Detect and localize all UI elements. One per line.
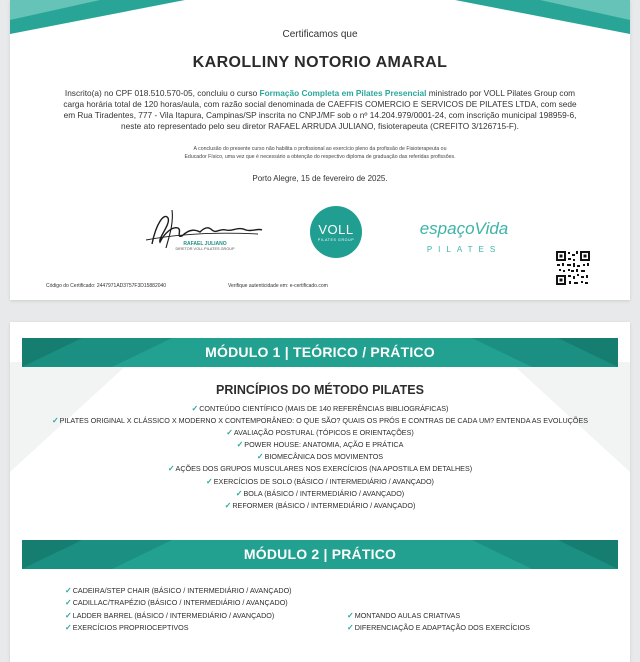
section-title: PRINCÍPIOS DO MÉTODO PILATES: [216, 383, 424, 397]
list-item: ✓REFORMER (BÁSICO / INTERMEDIÁRIO / AVANÇADO): [224, 500, 416, 510]
check-icon: ✓: [65, 623, 72, 633]
course-name: Formação Completa em Pilates Presencial: [259, 88, 427, 98]
check-icon: ✓: [167, 464, 175, 474]
module1-topic-list: [10, 403, 630, 512]
certificate-body: [44, 88, 596, 132]
voll-logo-subtext: PILATES GROUP: [317, 238, 355, 242]
list-item: ✓AVALIAÇÃO POSTURAL (TÓPICOS E ORIENTAÇÕES): [226, 428, 414, 438]
certificate-page: [10, 0, 630, 300]
list-item: ✓CADEIRA/STEP CHAIR (BÁSICO / INTERMEDIÁRIO / AVANÇADO): [65, 586, 292, 595]
module1-title: MÓDULO 1 | TEÓRICO / PRÁTICO: [205, 344, 435, 360]
list-item: ✓BIOMECÂNICA DOS MOVIMENTOS: [256, 452, 384, 462]
body-line4: neste ato representado pelo seu diretor RAFAEL ARRUDA JULIANO, fisioterapeuta (CREFITO 3/126715-F).: [121, 121, 519, 131]
course-content-page: [10, 322, 630, 662]
partner-logo-word: espaçoVida: [419, 219, 509, 238]
check-icon: ✓: [224, 500, 232, 510]
certificate-heading: Certificamos que: [282, 29, 358, 40]
check-icon: ✓: [206, 476, 213, 486]
voll-logo-text: VOLL: [318, 222, 354, 237]
body-line2: carga horária total de 120 horas/aula, com razão social denominada de CAEFFIS COMERCIO E SERVICOS DE PILATES LTDA, com sede: [63, 99, 577, 109]
recipient-name: KAROLLINY NOTORIO AMARAL: [192, 54, 448, 71]
qr-code-icon: [555, 250, 591, 286]
note-line2: Educador Físico, uma vez que é necessário a obtenção do respectivo diploma de graduação das referidas profissões.: [184, 154, 456, 160]
list-item: ✓EXERCÍCIOS PROPRIOCEPTIVOS: [65, 623, 189, 633]
module2-title: MÓDULO 2 | PRÁTICO: [243, 546, 397, 562]
check-icon: ✓: [347, 623, 354, 633]
body-line3: em Rua Tiradentes, 777 - Vila Itapura, Campinas/SP inscrita no CNPJ/MF sob o nº 14.204.979/0001-24, com inscrição municipal 198959-6,: [63, 110, 577, 120]
certificate-code: Código do Certificado: 2447971AD3757F3D15882040: [46, 283, 167, 289]
module1-banner: [22, 338, 618, 367]
list-item: ✓BOLA (BÁSICO / INTERMEDIÁRIO / AVANÇADO): [235, 488, 405, 498]
list-item: ✓MONTANDO AULAS CRIATIVAS: [347, 611, 461, 620]
list-item: ✓DIFERENCIAÇÃO E ADAPTAÇÃO DOS EXERCÍCIOS: [347, 623, 530, 633]
issue-date: Porto Alegre, 15 de fevereiro de 2025.: [252, 174, 388, 183]
legal-note: [150, 145, 490, 161]
check-icon: ✓: [235, 488, 243, 498]
check-icon: ✓: [65, 610, 72, 620]
partner-logo-subtext: PILATES: [426, 245, 502, 254]
check-icon: ✓: [65, 598, 72, 608]
list-item: ✓CONTEÚDO CIENTÍFICO (MAIS DE 140 REFERÊNCIAS BIBLIOGRÁFICAS): [191, 404, 449, 413]
check-icon: ✓: [51, 416, 59, 426]
check-icon: ✓: [256, 452, 264, 462]
check-icon: ✓: [236, 440, 244, 450]
check-icon: ✓: [65, 586, 72, 595]
check-icon: ✓: [226, 428, 233, 438]
handwritten-signature: [138, 204, 268, 260]
check-icon: ✓: [191, 404, 199, 413]
check-icon: ✓: [347, 611, 354, 620]
voll-logo: [310, 206, 362, 258]
list-item: ✓PILATES ORIGINAL X CLÁSSICO X MODERNO X CONTEMPORÂNEO: O QUE SÃO? QUAIS OS PRÓS E CONTRAS DE CADA UM? ENTENDA AS EVOLUÇÕES: [51, 416, 589, 426]
list-item: ✓AÇÕES DOS GRUPOS MUSCULARES NOS EXERCÍCIOS (NA APOSTILA EM DETALHES): [167, 464, 473, 474]
module2-left-list: [65, 585, 292, 635]
list-item: ✓CADILLAC/TRAPÉZIO (BÁSICO / INTERMEDIÁRIO / AVANÇADO): [65, 598, 288, 608]
module2-banner: [22, 540, 618, 569]
list-item: ✓POWER HOUSE: ANATOMIA, AÇÃO E PRÁTICA: [236, 440, 404, 450]
signature-role: DIRETOR VOLL PILATES GROUP: [175, 247, 235, 251]
body-line1-end: ministrado por VOLL Pilates Group com: [426, 88, 576, 98]
body-intro: Inscrito(a) no CPF 018.510.570-05, concluiu o curso: [64, 88, 260, 98]
list-item: ✓LADDER BARREL (BÁSICO / INTERMEDIÁRIO / AVANÇADO): [65, 610, 275, 620]
list-item: ✓EXERCÍCIOS DE SOLO (BÁSICO / INTERMEDIÁRIO / AVANÇADO): [206, 476, 434, 486]
authenticity-link[interactable]: Verifique autenticidade em: e-certificado.com: [228, 283, 328, 289]
note-line1: A conclusão do presente curso não habilita o profissional ao exercício pleno da profissão de Fisioterapeuta ou: [193, 146, 447, 152]
module2-right-list: [347, 610, 530, 635]
signature-name: RAFAEL JULIANO: [183, 241, 227, 247]
